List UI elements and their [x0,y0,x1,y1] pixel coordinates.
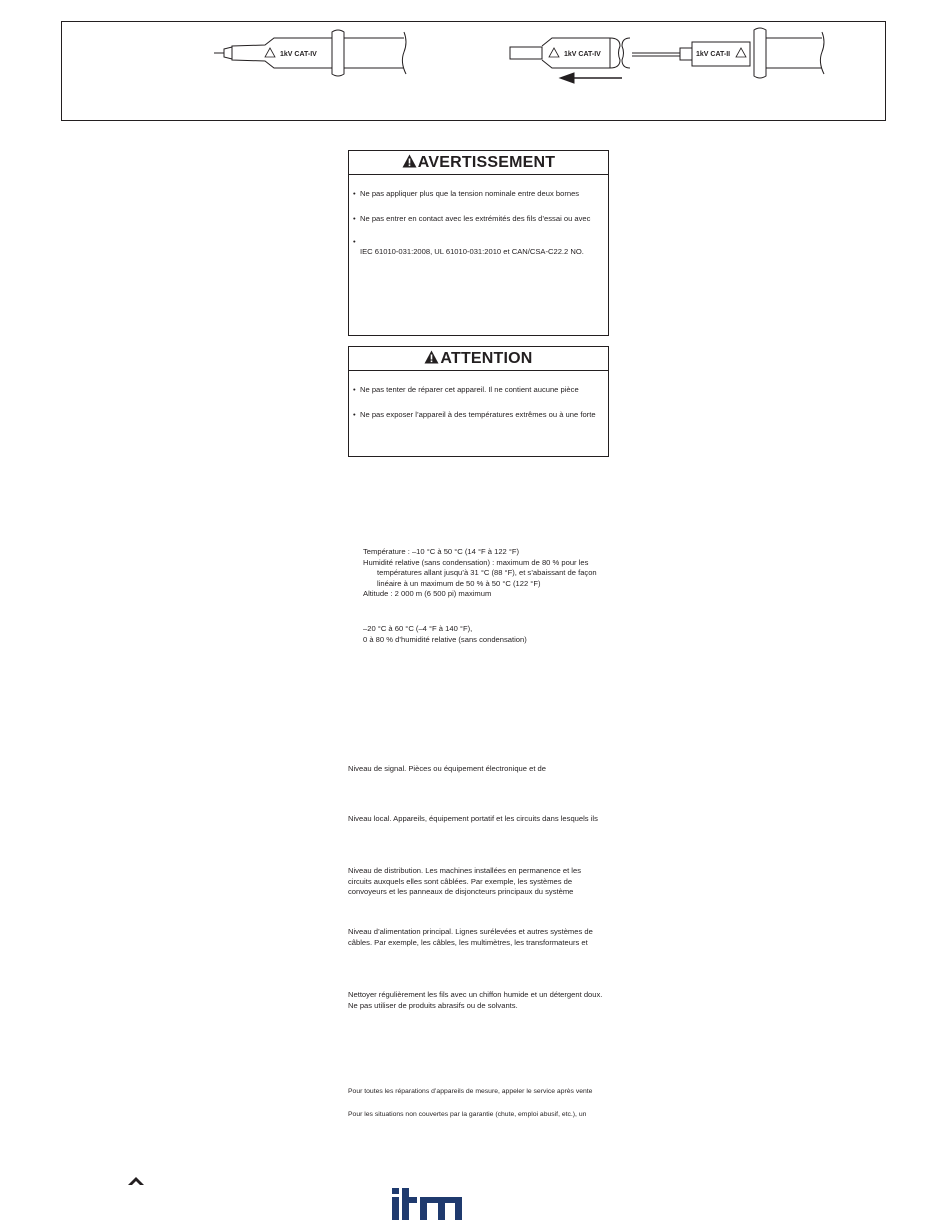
warning-item-1: • Ne pas appliquer plus que la tension nominale entre deux bornes [353,189,580,198]
category-2-text: Niveau local. Appareils, équipement portatif et les circuits dans lesquels ils [348,814,598,823]
itm-logo [390,1188,464,1220]
caution-title-bar [349,347,608,371]
warning-title-bar [349,151,608,175]
operating-humidity-line-3: linéaire à un maximum de 50 % à 50 °C (122 °F) [377,578,541,588]
storage-temperature: –20 °C à 60 °C (–4 °F à 140 °F), [363,624,473,633]
chevron-up-icon[interactable] [127,1176,145,1186]
category-1-text: Niveau de signal. Pièces ou équipement électronique et de [348,764,546,773]
caution-title: ATTENTION [440,350,533,367]
maintenance-text [348,990,602,1011]
caution-item-1: • Ne pas tenter de réparer cet appareil. Il ne contient aucune pièce [353,385,579,394]
warning-triangle-icon [402,154,417,168]
service-line-2: Pour les situations non couvertes par la garantie (chute, emploi abusif, etc.), un [348,1111,587,1118]
category-3-text [348,866,581,898]
category-3-line-1: Niveau de distribution. Les machines installées en permanence et les [348,866,582,875]
maintenance-line-1: Nettoyer régulièrement les fils avec un chiffon humide et un détergent doux. [348,990,603,999]
right-probe-label-a: 1kV CAT-IV [564,51,601,58]
caution-item-2: • Ne pas exposer l’appareil à des températures extrêmes ou à une forte [353,410,596,419]
probe-figure-frame [61,21,886,121]
maintenance-line-2: Ne pas utiliser de produits abrasifs ou de solvants. [348,1000,518,1010]
operating-altitude: Altitude : 2 000 m (6 500 pi) maximum [363,589,492,598]
category-3-line-2: circuits auxquels elles sont câblées. Par exemple, les systèmes de [348,876,573,886]
category-4-line-2: câbles. Par exemple, les câbles, les multimètres, les transformateurs et [348,937,588,947]
warning-box [348,150,609,336]
warning-title: AVERTISSEMENT [417,154,556,171]
operating-conditions [363,547,597,600]
warning-standards-line: IEC 61010-031:2008, UL 61010-031:2010 et CAN/CSA-C22.2 NO. [360,247,584,256]
test-lead-probe-illustration [62,22,887,122]
caution-box [348,346,609,457]
category-3-line-3: convoyeurs et les panneaux de disjoncteurs principaux du système [348,887,574,896]
warning-item-3: • [353,237,356,246]
storage-humidity: 0 à 80 % d’humidité relative (sans condensation) [363,634,527,644]
storage-conditions [363,624,527,645]
category-4-text [348,927,593,948]
right-probe-label-b: 1kV CAT-II [696,51,731,58]
caution-triangle-icon [424,350,439,364]
operating-temperature: Température : –10 °C à 50 °C (14 °F à 122 °F) [363,547,520,556]
operating-humidity-line-2: températures allant jusqu’à 31 °C (88 °F), et s’abaissant de façon [377,568,597,577]
category-4-line-1: Niveau d’alimentation principal. Lignes surélevées et autres systèmes de [348,927,593,936]
warning-item-2: • Ne pas entrer en contact avec les extrémités des fils d’essai ou avec [353,214,591,223]
operating-humidity-line-1: Humidité relative (sans condensation) : maximum de 80 % pour les [363,557,589,567]
service-line-1: Pour toutes les réparations d’appareils de mesure, appeler le service après vente [348,1088,593,1095]
left-probe-label: 1kV CAT-IV [280,51,317,58]
